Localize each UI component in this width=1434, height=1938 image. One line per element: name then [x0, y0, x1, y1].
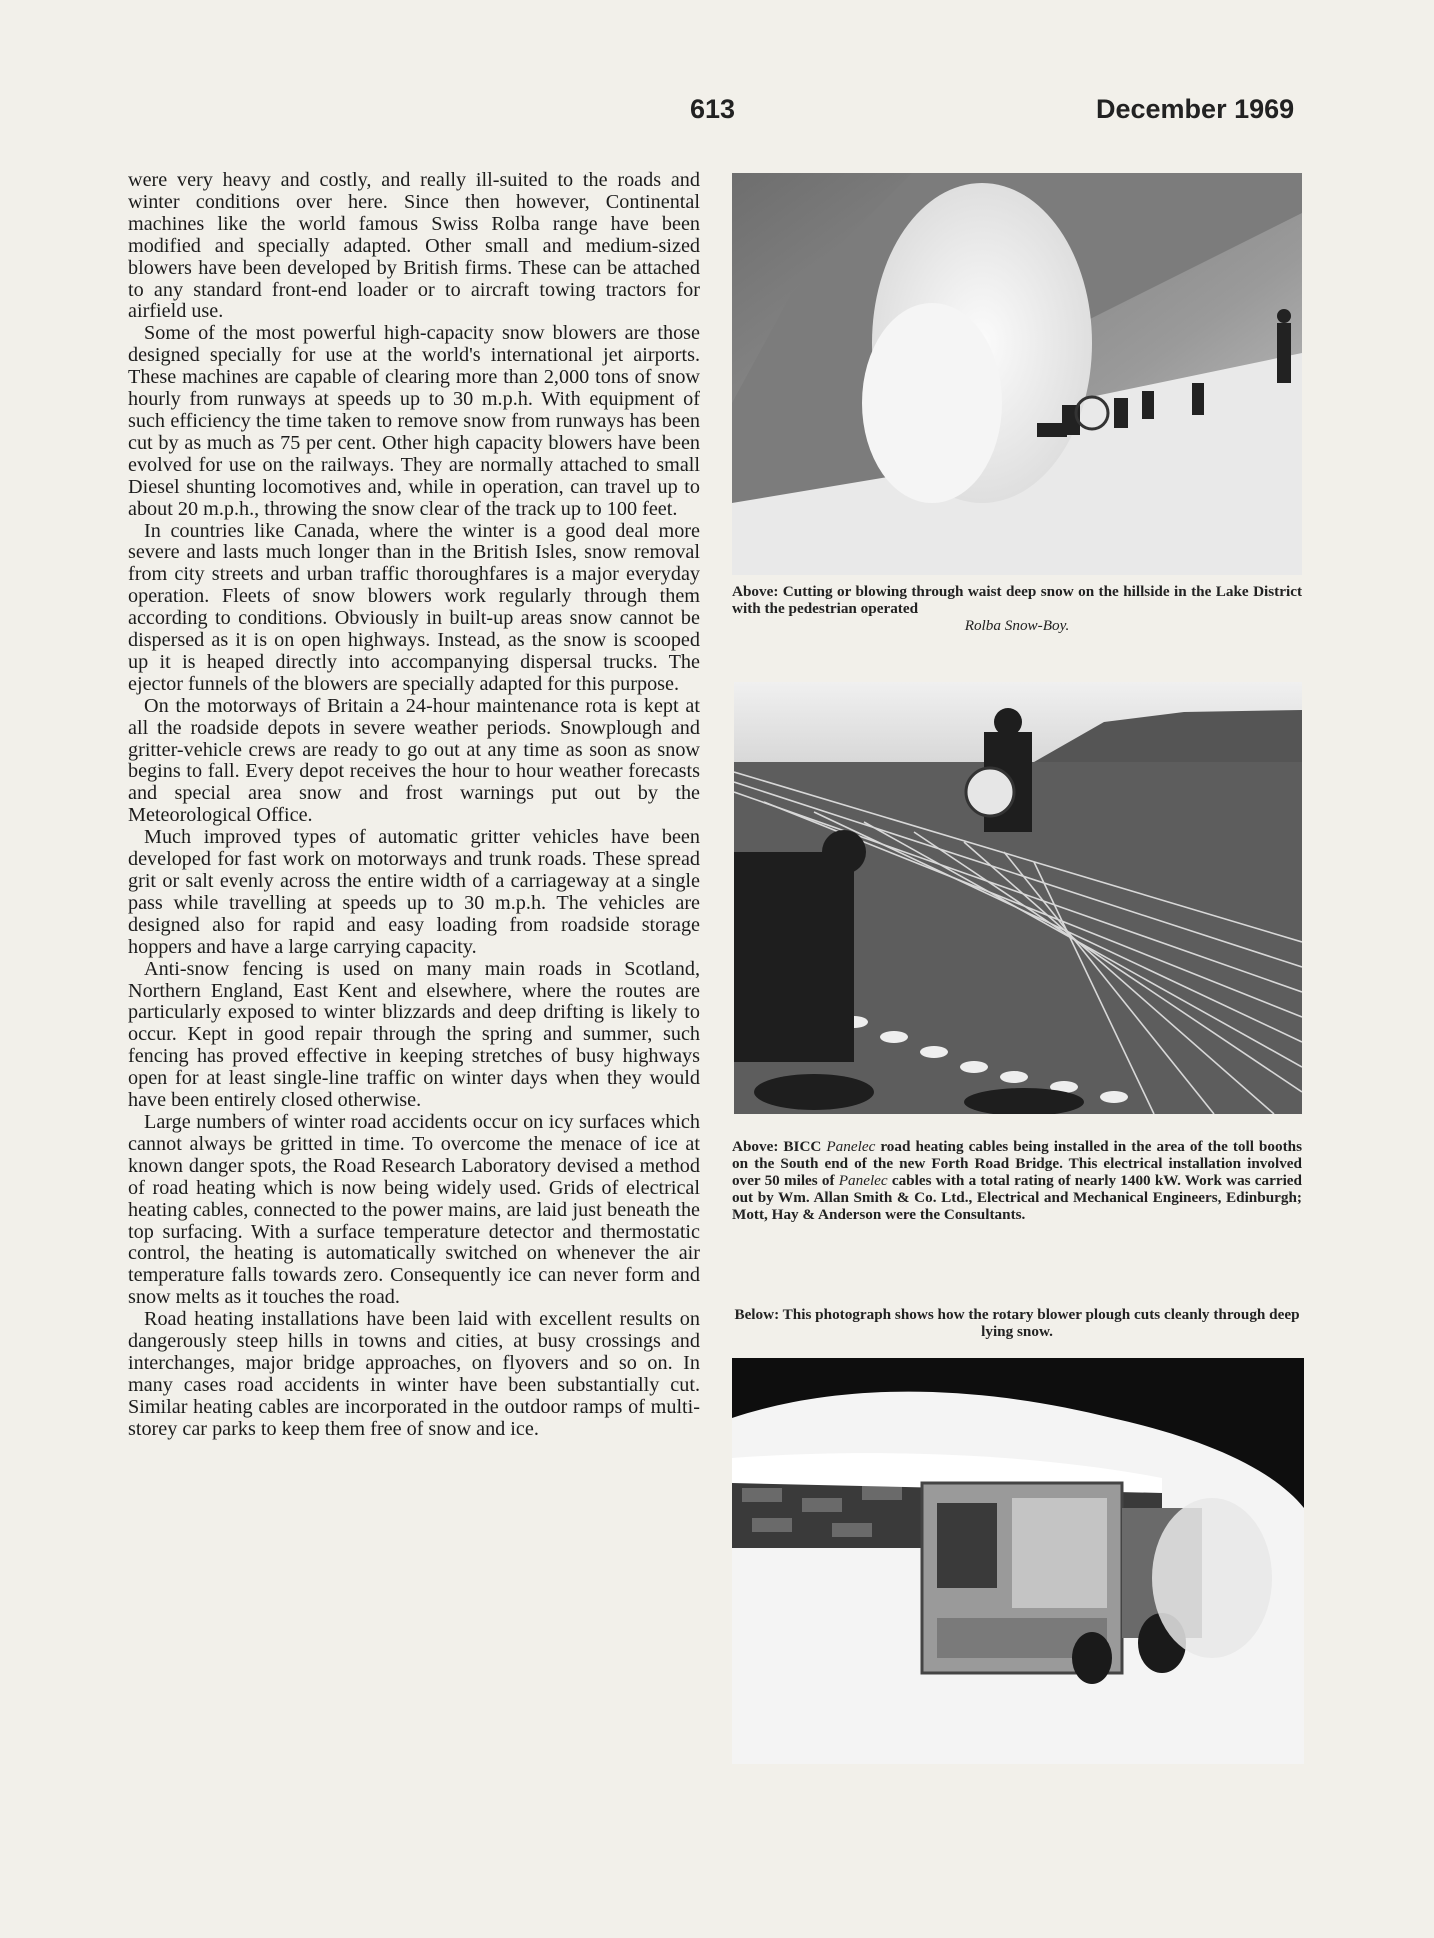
photo2-caption-em: Panelec — [826, 1138, 876, 1155]
article-body — [128, 170, 700, 1441]
photo2-caption-lead: Above: BICC — [732, 1138, 827, 1155]
photo3-caption-text: Below: This photograph shows how the rotary blower plough cuts cleanly through deep lying snow. — [734, 1306, 1300, 1340]
paragraph: Road heating installations have been laid with excellent results on dangerously steep hills in towns and cities, at busy crossings and interchanges, major bridge approaches, on flyovers and so on. In many cases road accidents in winter have been substantially cut. Similar heating cables are incorporated in the outdoor ramps of multi-storey car parks to keep them free of snow and ice. — [128, 1308, 700, 1440]
photo1-caption — [732, 583, 1302, 634]
issue-date: December 1969 — [1096, 94, 1295, 124]
photo2-caption-tail: cables with a total rating of nearly 1400 kW. Work was carried out by Wm. Allan Smith & Co. Ltd., Electrical and Mechanical Engineers, Edinburgh; Mott, Hay & Anderson were the Consultants. — [732, 1172, 1302, 1223]
paragraph: were very heavy and costly, and really ill-suited to the roads and winter conditions over here. Since then however, Continental machines like the world famous Swiss Rolba range have been modified and specially adapted. Other small and medium-sized blowers have been developed by British firms. These can be attached to any standard front-end loader or to aircraft towing tractors for airfield use. — [128, 169, 700, 323]
photo2-caption — [732, 1138, 1302, 1223]
photo2-caption-mid: road heating cables being installed in the area of the toll booths on the South end of the new Forth Road Bridge. This electrical installation involved over 50 miles of — [732, 1138, 1302, 1189]
paragraph: Anti-snow fencing is used on many main roads in Scotland, Northern England, East Kent and elsewhere, where the routes are particularly exposed to winter blizzards and deep drifting is likely to occur. Kept in good repair through the spring and summer, such fencing has proved effective in keeping stretches of busy highways open for at least single-line traffic on winter days when they would have been entirely closed otherwise. — [128, 957, 700, 1112]
snow-blower-hillside-photo — [732, 173, 1302, 575]
photo1-caption-italic: Rolba Snow-Boy. — [964, 617, 1070, 634]
paragraph: On the motorways of Britain a 24-hour maintenance rota is kept at all the roadside depots in severe weather periods. Snowplough and gritter-vehicle crews are ready to go out at any time as soon as snow begins to fall. Every depot receives the hour to hour weather forecasts and special area snow and frost warnings put out by the Meteorological Office. — [128, 694, 700, 827]
paragraph: Large numbers of winter road accidents occur on icy surfaces which cannot always be gritted in time. To overcome the menace of ice at known danger spots, the Road Research Laboratory devised a method of road heating which is now being widely used. Grids of electrical heating cables, connected to the power mains, are laid just beneath the top surfacing. With a surface temperature detector and thermostatic control, the heating is automatically switched on whenever the air temperature falls towards zero. Consequently ice can never form and snow melts as it touches the road. — [128, 1110, 700, 1309]
paragraph: In countries like Canada, where the winter is a good deal more severe and lasts much longer than in the British Isles, snow removal from city streets and urban traffic thoroughfares is a major everyday operation. Fleets of snow blowers work regularly through them according to conditions. Obviously in built-up areas snow cannot be dispersed as it is on open highways. Instead, as the snow is scooped up it is heaped directly into accompanying dispersal trucks. The ejector funnels of the blowers are specially adapted for this purpose. — [128, 519, 700, 695]
road-heating-cables-photo — [734, 682, 1302, 1114]
photo1-caption-text: Above: Cutting or blowing through waist deep snow on the hillside in the Lake District with the pedestrian operated — [732, 583, 1302, 617]
rotary-blower-plough-photo — [732, 1358, 1304, 1764]
photo3-caption — [732, 1306, 1302, 1340]
paragraph: Much improved types of automatic gritter vehicles have been developed for fast work on motorways and trunk roads. These spread grit or salt evenly across the entire width of a carriageway at a single pass while travelling at speeds up to 30 m.p.h. The vehicles are designed also for rapid and easy loading from roadside storage hoppers and have a large carrying capacity. — [128, 826, 700, 958]
photo2-caption-em: Panelec — [838, 1172, 888, 1189]
paragraph: Some of the most powerful high-capacity snow blowers are those designed specially for use at the world's international jet airports. These machines are capable of clearing more than 2,000 tons of snow hourly from runways at speeds up to 30 m.p.h. With equipment of such efficiency the time taken to remove snow from runways has been cut by as much as 75 per cent. Other high capacity blowers have been evolved for use on the railways. They are normally attached to small Diesel shunting locomotives and, while in operation, can travel up to about 20 m.p.h., throwing the snow clear of the track up to 100 feet. — [128, 322, 700, 520]
page-number: 613 — [690, 94, 736, 124]
